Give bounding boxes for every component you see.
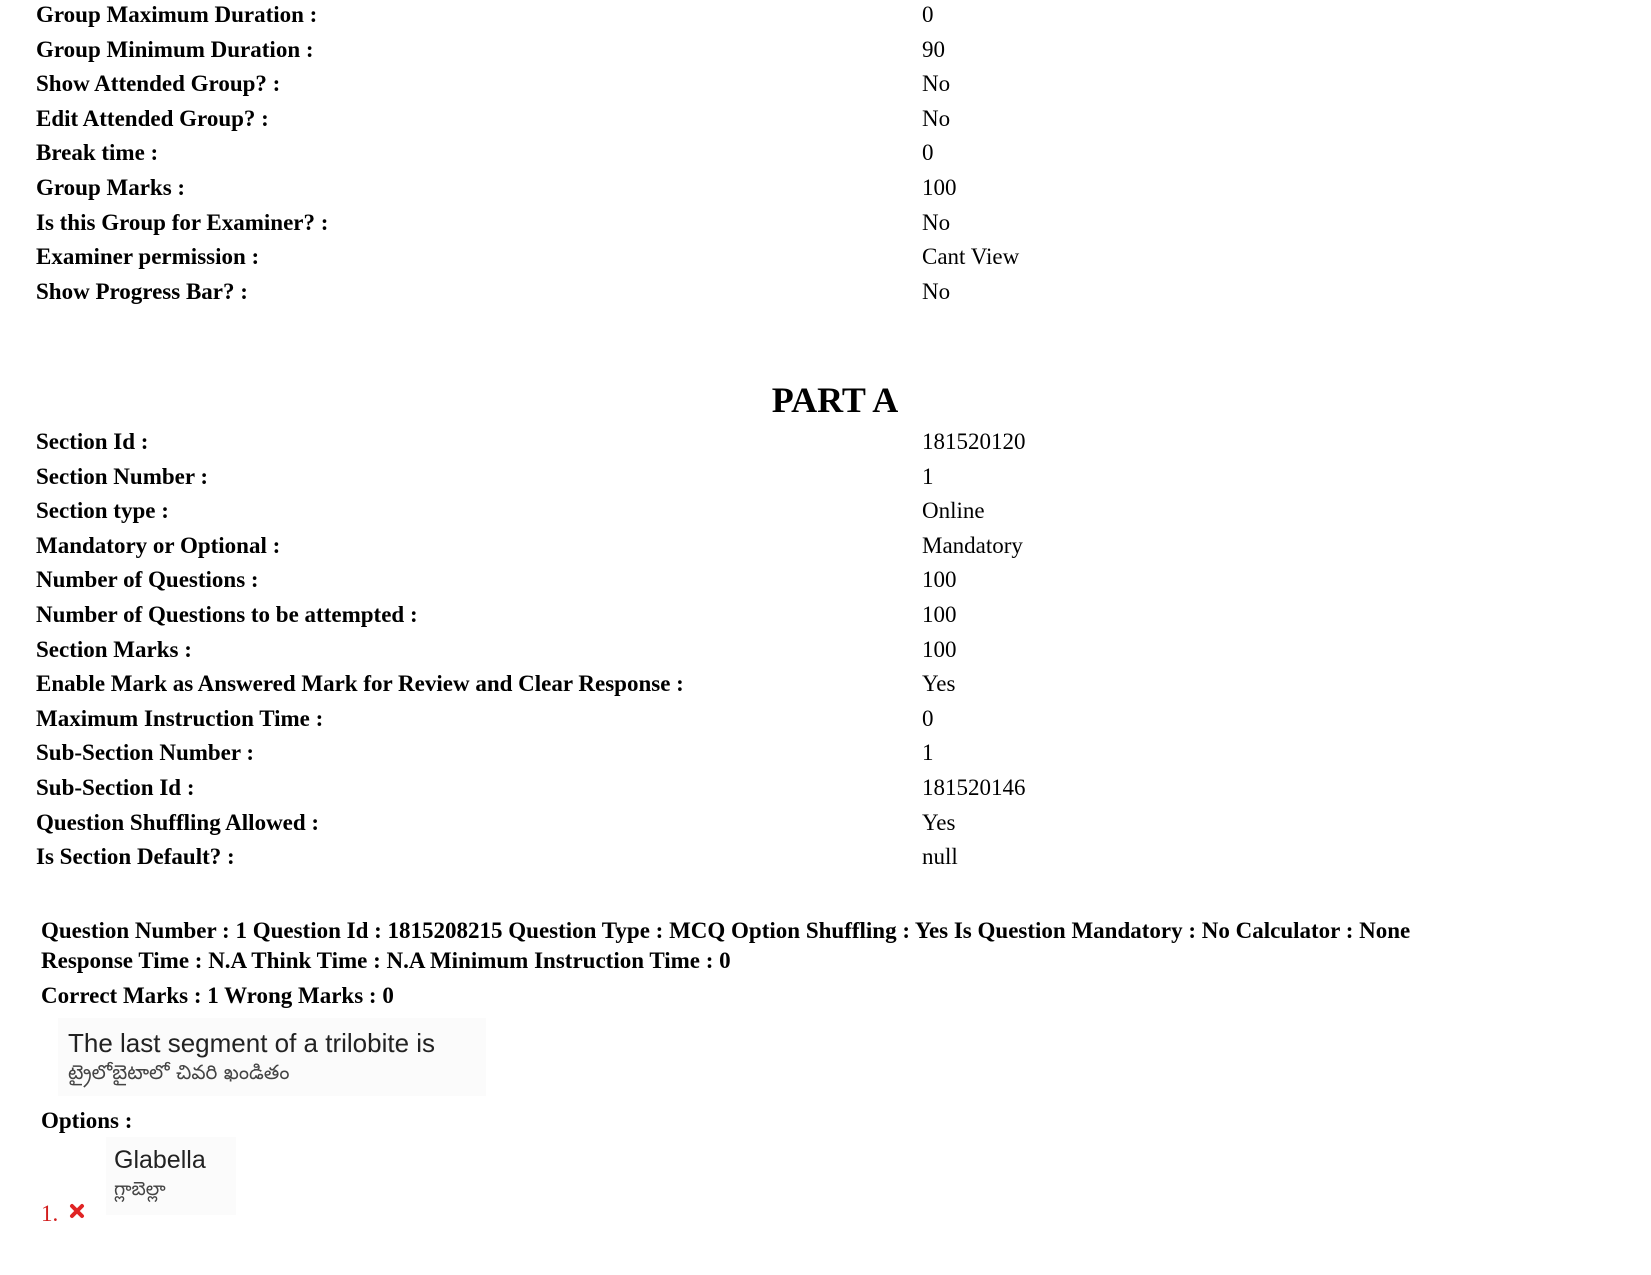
- group-row-group-marks: [36, 173, 1236, 208]
- option-text-telugu: గ్లాబెల్లా: [114, 1178, 166, 1200]
- field-value: Cant View: [922, 244, 1020, 270]
- field-value: 90: [922, 36, 945, 62]
- field-label: Group Marks :: [36, 174, 186, 200]
- field-label: Number of Questions to be attempted :: [36, 601, 418, 627]
- section-row-shuffling: [36, 808, 1236, 843]
- section-row-number: [36, 462, 1236, 497]
- field-value: Mandatory: [922, 532, 1023, 558]
- field-label: Sub-Section Id :: [36, 774, 195, 800]
- section-row-subsection-id: [36, 773, 1236, 808]
- field-label: Edit Attended Group? :: [36, 105, 269, 131]
- field-label: Number of Questions :: [36, 567, 259, 593]
- section-row-question-count: [36, 565, 1236, 600]
- field-label: Is Section Default? :: [36, 844, 235, 870]
- question-meta-line: Response Time : N.A Think Time : N.A Minimum Instruction Time : 0: [41, 947, 731, 973]
- field-label: Sub-Section Number :: [36, 740, 255, 766]
- option-number: 1.: [41, 1201, 59, 1226]
- section-row-mandatory: [36, 531, 1236, 566]
- section-row-mark-review: [36, 669, 1236, 704]
- field-label: Show Progress Bar? :: [36, 278, 248, 304]
- group-row-min-duration: [36, 35, 1236, 70]
- field-value: 100: [922, 636, 957, 662]
- group-row-examiner-permission: [36, 242, 1236, 277]
- field-value: 100: [922, 567, 957, 593]
- cross-icon: [68, 1201, 86, 1221]
- option-1-image: [106, 1137, 236, 1215]
- field-label: Maximum Instruction Time :: [36, 705, 324, 731]
- section-row-questions-to-attempt: [36, 600, 1236, 635]
- question-text-image: [58, 1018, 486, 1096]
- field-label: Section Number :: [36, 463, 209, 489]
- group-row-for-examiner: [36, 208, 1236, 243]
- section-row-default: [36, 842, 1236, 877]
- section-row-marks: [36, 635, 1236, 670]
- group-row-break-time: [36, 138, 1236, 173]
- field-label: Section Id :: [36, 429, 149, 454]
- part-heading: PART A: [771, 380, 899, 420]
- option-text-english: Glabella: [114, 1146, 206, 1174]
- field-value: 1: [922, 740, 934, 766]
- field-label: Show Attended Group? :: [36, 71, 281, 97]
- field-value: 0: [922, 705, 934, 731]
- question-meta: [41, 916, 1641, 975]
- field-value: No: [922, 105, 951, 131]
- field-label: Section type :: [36, 498, 169, 524]
- field-value: 181520120: [922, 429, 1026, 454]
- section-row-subsection-number: [36, 738, 1236, 773]
- field-value: Yes: [922, 671, 956, 697]
- field-value: 1: [922, 463, 934, 489]
- group-row-max-duration: [36, 0, 1236, 35]
- marks-line: Correct Marks : 1 Wrong Marks : 0: [41, 983, 394, 1008]
- field-value: 181520146: [922, 774, 1026, 800]
- field-label: Enable Mark as Answered Mark for Review and Clear Response :: [36, 671, 684, 697]
- question-text-telugu: ట్రైలోబైటాలో చివరి ఖండితం: [68, 1060, 290, 1084]
- section-row-type: [36, 496, 1236, 531]
- section-row-id: [36, 427, 1236, 462]
- section-row-instruction-time: [36, 704, 1236, 739]
- field-label: Is this Group for Examiner? :: [36, 209, 329, 235]
- field-value: No: [922, 71, 951, 97]
- field-label: Section Marks :: [36, 636, 192, 662]
- field-label: Group Maximum Duration :: [36, 2, 318, 27]
- section-settings-table: [36, 427, 1236, 877]
- field-value: No: [922, 209, 951, 235]
- question-meta-line: Question Number : 1 Question Id : 1815208215 Question Type : MCQ Option Shuffling : Yes Is Question Mandatory : No Calculator : None: [41, 918, 1411, 943]
- field-label: Mandatory or Optional :: [36, 532, 281, 558]
- field-value: Online: [922, 498, 985, 524]
- field-label: Break time :: [36, 140, 159, 166]
- field-value: 0: [922, 2, 934, 27]
- group-row-edit-attended: [36, 104, 1236, 139]
- group-row-progress-bar: [36, 277, 1236, 312]
- field-value: No: [922, 278, 951, 304]
- question-text-english: The last segment of a trilobite is: [68, 1028, 436, 1058]
- field-value: 100: [922, 174, 957, 200]
- field-label: Question Shuffling Allowed :: [36, 809, 320, 835]
- field-value: 0: [922, 140, 934, 166]
- group-row-show-attended: [36, 69, 1236, 104]
- group-settings-table: [36, 0, 1236, 311]
- field-value: null: [922, 844, 958, 870]
- field-label: Group Minimum Duration :: [36, 36, 314, 62]
- field-value: 100: [922, 601, 957, 627]
- options-label: Options :: [41, 1108, 133, 1133]
- field-value: Yes: [922, 809, 956, 835]
- field-label: Examiner permission :: [36, 244, 260, 270]
